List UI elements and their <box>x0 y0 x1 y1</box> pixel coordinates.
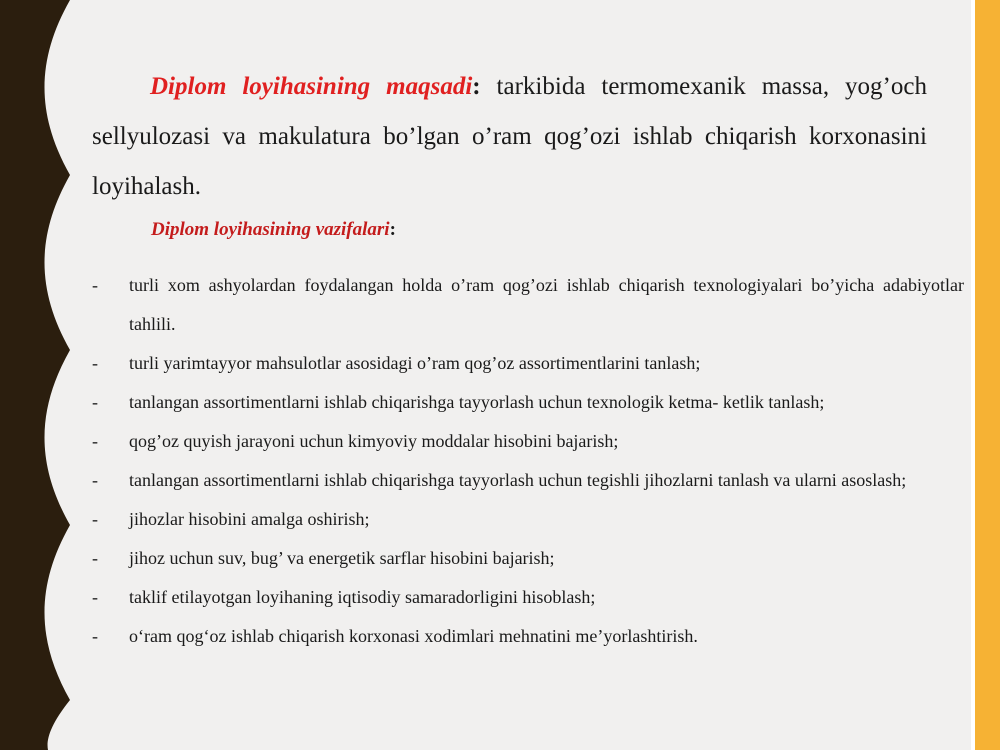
task-text: taklif etilayotgan loyihaning iqtisodiy samaradorligini hisoblash; <box>129 587 596 607</box>
task-text: o‘ram qog‘oz ishlab chiqarish korxonasi xodimlari mehnatini me’yorlashtirish. <box>129 626 698 646</box>
task-item <box>92 461 964 500</box>
task-dash: - <box>92 587 98 607</box>
task-dash: - <box>92 470 98 490</box>
goal-colon: : <box>472 73 481 100</box>
tasks-heading-colon: : <box>389 219 396 240</box>
task-dash: - <box>92 275 98 295</box>
task-item <box>92 344 964 383</box>
tasks-heading-label: Diplom loyihasining vazifalari <box>151 219 390 240</box>
task-dash: - <box>92 626 98 646</box>
task-text: tanlangan assortimentlarni ishlab chiqarishga tayyorlash uchun tegishli jihozlarni tanlash va ularni asoslash; <box>129 470 907 490</box>
tasks-heading <box>151 216 396 244</box>
left-decorative-wave <box>0 0 80 750</box>
task-text: jihoz uchun suv, bug’ va energetik sarflar hisobini bajarish; <box>129 548 555 568</box>
task-item <box>92 617 964 656</box>
goal-label: Diplom loyihasining maqsadi <box>150 73 473 100</box>
goal-paragraph <box>92 62 927 212</box>
task-text: tanlangan assortimentlarni ishlab chiqarishga tayyorlash uchun texnologik ketma- ketlik tanlash; <box>129 392 825 412</box>
task-text: turli yarimtayyor mahsulotlar asosidagi o’ram qog’oz assortimentlarini tanlash; <box>129 353 701 373</box>
task-item <box>92 578 964 617</box>
right-accent-bar <box>975 0 1000 750</box>
task-item <box>92 422 964 461</box>
task-dash: - <box>92 548 98 568</box>
goal-text: tarkibida termomexanik massa, yog’och sellyulozasi va makulatura bo’lgan o’ram qog’ozi ishlab chiqarish korxonasini loyihalash. <box>92 73 927 200</box>
task-dash: - <box>92 392 98 412</box>
task-item <box>92 383 964 422</box>
task-text: jihozlar hisobini amalga oshirish; <box>129 509 370 529</box>
task-dash: - <box>92 431 98 451</box>
task-dash: - <box>92 509 98 529</box>
task-text: turli xom ashyolardan foydalangan holda o’ram qog’ozi ishlab chiqarish texnologiyalari bo’yicha adabiyotlar tahlili. <box>129 275 964 334</box>
task-item <box>92 539 964 578</box>
task-item <box>92 500 964 539</box>
task-item <box>92 266 964 344</box>
task-list <box>92 266 964 656</box>
task-dash: - <box>92 353 98 373</box>
task-text: qog’oz quyish jarayoni uchun kimyoviy moddalar hisobini bajarish; <box>129 431 619 451</box>
